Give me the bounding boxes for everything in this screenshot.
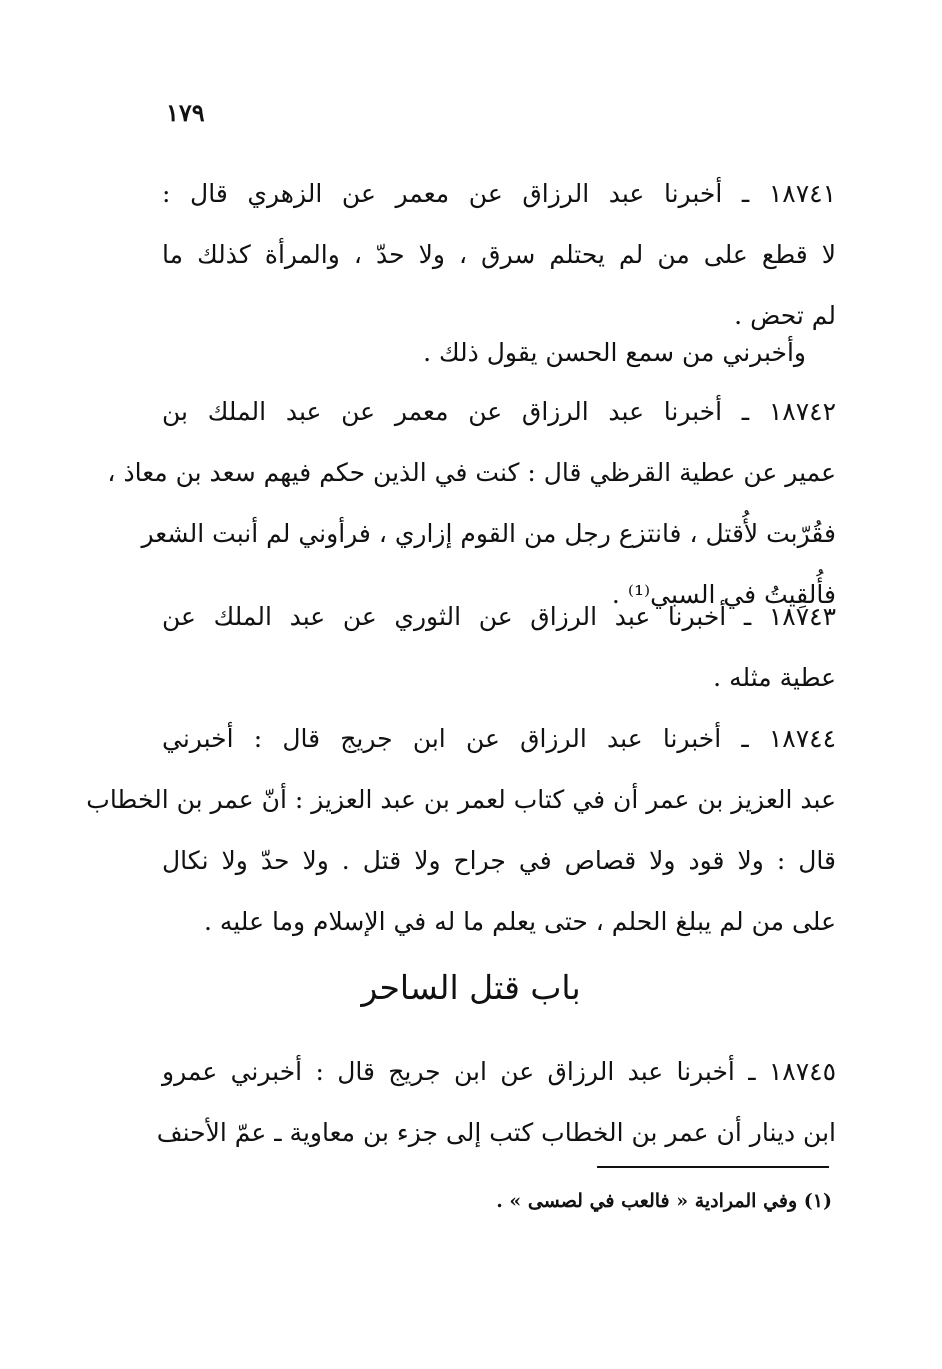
text-line: على من لم يبلغ الحلم ، حتى يعلم ما له في الإسلام وما عليه . bbox=[203, 907, 836, 936]
text-line: فأُلقِيتُ في السبي⁽¹⁾ . bbox=[611, 580, 836, 609]
text-line: عطية مثله . bbox=[713, 663, 836, 692]
footnote: (١) وفي المرادية « فالعب في لصسى » . bbox=[496, 1190, 832, 1212]
text-line: لم تحض . bbox=[734, 301, 836, 330]
chapter-heading: باب قتل الساحر bbox=[361, 968, 581, 1007]
text-line: فقُرّبت لأُقتل ، فانتزع رجل من القوم إزاري ، فرأوني لم أنبت الشعر bbox=[141, 519, 836, 548]
text-line: ابن دينار أن عمر بن الخطاب كتب إلى جزء بن معاوية ـ عمّ الأحنف bbox=[156, 1118, 836, 1147]
hadith-entry-18741 bbox=[162, 163, 836, 346]
text-line: ١٨٧٤٣ ـ أخبرنا عبد الرزاق عن الثوري عن عبد الملك عن bbox=[162, 602, 836, 631]
hadith-entry-18743 bbox=[162, 586, 836, 708]
hadith-entry-18744 bbox=[86, 708, 836, 952]
hadith-entry-18745 bbox=[156, 1041, 836, 1163]
footnote-divider bbox=[597, 1166, 829, 1168]
text-line: ١٨٧٤٤ ـ أخبرنا عبد الرزاق عن ابن جريج قال : أخبرني bbox=[162, 724, 836, 753]
text-line: قال : ولا قود ولا قصاص في جراح ولا قتل . ولا حدّ ولا نكال bbox=[162, 846, 836, 875]
text-line: ١٨٧٤٥ ـ أخبرنا عبد الرزاق عن ابن جريج قال : أخبرني عمرو bbox=[162, 1057, 836, 1086]
page-number: ١٧٩ bbox=[166, 98, 205, 127]
text-line: عمير عن عطية القرظي قال : كنت في الذين حكم فيهم سعد بن معاذ ، bbox=[107, 458, 836, 487]
narration-addendum bbox=[162, 322, 836, 383]
text-line: لا قطع على من لم يحتلم سرق ، ولا حدّ ، والمرأة كذلك ما bbox=[162, 240, 836, 269]
text-line: وأخبرني من سمع الحسن يقول ذلك . bbox=[423, 338, 806, 367]
text-line: ١٨٧٤١ ـ أخبرنا عبد الرزاق عن معمر عن الزهري قال : bbox=[162, 179, 836, 208]
text-line: عبد العزيز بن عمر أن في كتاب لعمر بن عبد العزيز : أنّ عمر بن الخطاب bbox=[86, 785, 836, 814]
text-line: ١٨٧٤٢ ـ أخبرنا عبد الرزاق عن معمر عن عبد الملك بن bbox=[162, 397, 836, 426]
